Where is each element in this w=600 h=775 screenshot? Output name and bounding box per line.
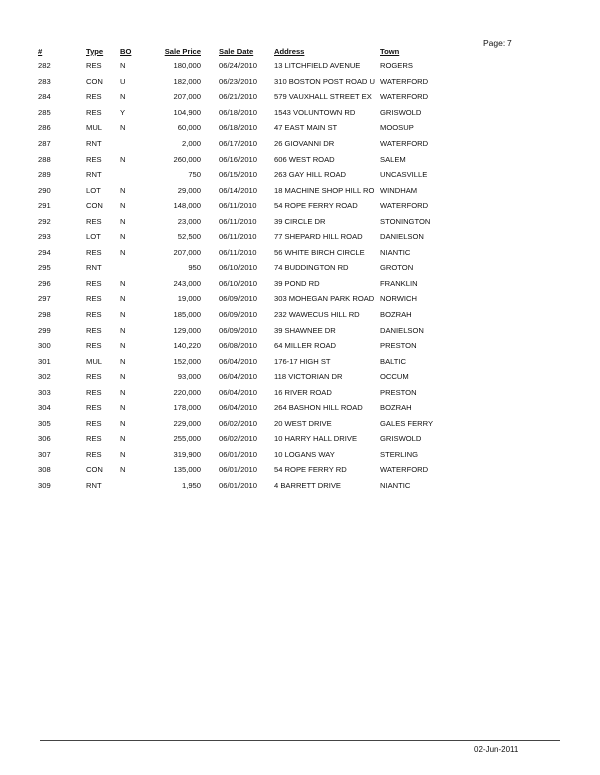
cell-number: 288 [38,154,51,164]
cell-bo: N [120,278,126,288]
cell-address: 579 VAUXHALL STREET EX [274,92,372,102]
cell-spacer [201,198,219,214]
cell-bo: N [120,434,126,444]
cell-type: RES [86,372,102,382]
cell-bo: N [120,325,126,335]
cell-sale-date: 06/21/2010 [219,92,258,102]
table-row [38,136,452,152]
cell-town: BALTIC [380,356,407,366]
cell-address: 18 MACHINE SHOP HILL RO [274,185,375,195]
cell-bo: Y [120,107,126,117]
column-header-bo: BO [120,46,132,56]
cell-sale-price: 104,900 [173,107,201,117]
table-row [38,384,452,400]
cell-town: GRISWOLD [380,107,422,117]
cell-bo: N [120,92,126,102]
cell-address: 26 GIOVANNI DR [274,139,335,148]
table-row [38,478,452,494]
cell-spacer [201,105,219,121]
table-row [38,276,452,292]
cell-address: 16 RIVER ROAD [274,387,332,397]
cell-number: 290 [38,185,51,195]
cell-spacer [201,384,219,400]
cell-spacer [201,260,219,276]
cell-address: 54 ROPE FERRY RD [274,465,347,475]
cell-sale-date: 06/24/2010 [219,61,258,71]
cell-town: PRESTON [380,387,417,397]
column-header-address: Address [274,46,305,56]
cell-sale-price: 180,000 [173,61,201,71]
cell-type: RES [86,325,102,335]
cell-number: 292 [38,216,51,226]
table-row [38,229,452,245]
cell-type: RES [86,434,102,444]
cell-sale-date: 06/04/2010 [219,387,258,397]
cell-bo: N [120,372,126,382]
cell-spacer [201,120,219,136]
cell-bo: N [120,387,126,397]
table-row [38,167,452,183]
cell-town: WATERFORD [380,201,429,211]
cell-sale-price: 207,000 [173,247,201,257]
cell-sale-date: 06/11/2010 [219,201,257,211]
cell-sale-price: 29,000 [177,185,201,195]
table-row [38,58,452,74]
cell-sale-price: 207,000 [173,92,201,102]
cell-spacer [201,478,219,494]
cell-number: 296 [38,278,51,288]
cell-town: STONINGTON [380,216,431,226]
cell-address: 13 LITCHFIELD AVENUE [274,61,361,71]
table-row [38,338,452,354]
cell-sale-price: 52,500 [177,232,201,242]
cell-number: 286 [38,123,51,133]
cell-type: RES [86,61,102,71]
cell-address: 56 WHITE BIRCH CIRCLE [274,247,365,257]
cell-town: NIANTIC [380,481,411,491]
cell-number: 297 [38,294,51,304]
cell-spacer [201,369,219,385]
page-label: Page: [483,38,506,48]
table-row [38,400,452,416]
table-row [38,369,452,385]
cell-address: 310 BOSTON POST ROAD U [274,76,375,86]
cell-bo: N [120,341,126,351]
cell-bo: N [120,418,126,428]
cell-sale-price: 23,000 [177,216,201,226]
cell-sale-price: 750 [188,170,201,180]
cell-spacer [201,136,219,152]
cell-bo: U [120,76,126,86]
cell-type: RES [86,107,102,117]
cell-spacer [201,447,219,463]
cell-sale-price: 260,000 [173,154,201,164]
cell-number: 307 [38,449,51,459]
cell-type: RES [86,247,102,257]
cell-sale-date: 06/10/2010 [219,263,258,273]
cell-number: 301 [38,356,51,366]
cell-town: GRISWOLD [380,434,422,444]
cell-sale-date: 06/09/2010 [219,294,258,304]
cell-town: DANIELSON [380,325,424,335]
cell-spacer [201,213,219,229]
cell-spacer [201,431,219,447]
cell-type: CON [86,76,103,86]
cell-bo: N [120,403,126,413]
cell-address: 176-17 HIGH ST [274,356,331,366]
cell-sale-date: 06/11/2010 [219,232,257,242]
cell-type: RES [86,154,102,164]
table-row [38,182,452,198]
cell-type: RES [86,278,102,288]
cell-address: 54 ROPE FERRY ROAD [274,201,358,211]
cell-number: 289 [38,170,51,180]
table-row [38,416,452,432]
cell-town: FRANKLIN [380,278,418,288]
table-row [38,89,452,105]
cell-sale-price: 319,900 [173,449,201,459]
cell-sale-price: 1,950 [181,481,201,491]
cell-address: 39 SHAWNEE DR [274,325,336,335]
table-row [38,447,452,463]
cell-sale-date: 06/10/2010 [219,278,258,288]
cell-spacer [201,151,219,167]
table-row [38,431,452,447]
cell-address: 74 BUDDINGTON RD [274,263,349,273]
cell-town: WATERFORD [380,92,429,102]
cell-address: 10 HARRY HALL DRIVE [274,434,358,444]
cell-address: 606 WEST ROAD [274,154,335,164]
cell-bo: N [120,465,126,475]
cell-sale-price: 148,000 [173,201,201,211]
page-number: 7 [507,38,512,48]
cell-address: 263 GAY HILL ROAD [274,170,347,180]
cell-spacer [201,229,219,245]
column-header-sale-date: Sale Date [219,46,254,56]
cell-town: BOZRAH [380,310,412,320]
cell-type: RES [86,418,102,428]
cell-sale-price: 255,000 [173,434,201,444]
cell-sale-date: 06/04/2010 [219,356,258,366]
cell-sale-price: 140,220 [173,341,201,351]
cell-town: UNCASVILLE [380,170,428,180]
cell-number: 298 [38,310,51,320]
cell-sale-date: 06/09/2010 [219,310,258,320]
cell-number: 282 [38,61,51,71]
cell-number: 285 [38,107,51,117]
cell-bo [120,167,145,183]
cell-sale-date: 06/17/2010 [219,139,258,148]
table-row [38,462,452,478]
cell-number: 287 [38,139,51,148]
cell-sale-date: 06/09/2010 [219,325,258,335]
cell-address: 64 MILLER ROAD [274,341,337,351]
cell-spacer [201,291,219,307]
table-row [38,353,452,369]
cell-type: MUL [86,356,103,366]
cell-bo: N [120,247,126,257]
cell-type: RNT [86,139,102,148]
cell-number: 308 [38,465,51,475]
cell-type: MUL [86,123,103,133]
cell-spacer [201,462,219,478]
cell-address: 10 LOGANS WAY [274,449,335,459]
column-header-number: # [38,46,43,56]
cell-spacer [201,58,219,74]
cell-number: 291 [38,201,51,211]
cell-number: 304 [38,403,51,413]
cell-number: 300 [38,341,51,351]
cell-address: 4 BARRETT DRIVE [274,481,341,491]
cell-sale-price: 229,000 [173,418,201,428]
cell-spacer [201,307,219,323]
cell-type: LOT [86,185,101,195]
cell-address: 118 VICTORIAN DR [274,372,343,382]
table-row [38,120,452,136]
cell-sale-date: 06/01/2010 [219,449,258,459]
table-row [38,291,452,307]
cell-sale-price: 60,000 [177,123,201,133]
cell-town: DANIELSON [380,232,424,242]
cell-sale-price: 93,000 [177,372,201,382]
cell-spacer [201,89,219,105]
cell-address: 39 CIRCLE DR [274,216,326,226]
cell-number: 302 [38,372,51,382]
column-header-town: Town [380,46,400,56]
cell-sale-date: 06/15/2010 [219,170,258,180]
cell-number: 293 [38,232,51,242]
cell-sale-date: 06/18/2010 [219,107,258,117]
cell-number: 283 [38,76,51,86]
cell-number: 306 [38,434,51,444]
table-row [38,213,452,229]
cell-type: RES [86,310,102,320]
cell-spacer [201,276,219,292]
cell-town: PRESTON [380,341,417,351]
cell-sale-price: 185,000 [173,310,201,320]
cell-town: NIANTIC [380,247,411,257]
table-row [38,260,452,276]
cell-number: 295 [38,263,51,273]
cell-town: WATERFORD [380,139,429,148]
cell-address: 303 MOHEGAN PARK ROAD [274,294,375,304]
cell-type: RNT [86,263,102,273]
cell-type: RES [86,387,102,397]
cell-bo: N [120,294,126,304]
cell-bo: N [120,201,126,211]
cell-type: RES [86,216,102,226]
cell-bo: N [120,154,126,164]
cell-spacer [201,338,219,354]
cell-sale-price: 243,000 [173,278,201,288]
cell-type: LOT [86,232,101,242]
footer-divider [40,740,560,741]
cell-sale-date: 06/04/2010 [219,403,258,413]
cell-town: SALEM [380,154,406,164]
cell-sale-price: 19,000 [177,294,201,304]
cell-sale-price: 182,000 [173,76,201,86]
cell-town: WINDHAM [380,185,418,195]
column-header-type: Type [86,46,104,56]
cell-sale-price: 2,000 [181,139,201,148]
cell-bo [120,136,145,152]
cell-number: 299 [38,325,51,335]
cell-sale-price: 129,000 [173,325,201,335]
cell-bo: N [120,216,126,226]
cell-address: 20 WEST DRIVE [274,418,332,428]
cell-type: RNT [86,170,102,180]
cell-address: 232 WAWECUS HILL RD [274,310,360,320]
table-row [38,151,452,167]
cell-number: 309 [38,481,51,491]
footer-date: 02-Jun-2011 [474,745,519,754]
cell-sale-price: 220,000 [173,387,201,397]
cell-type: RES [86,92,102,102]
cell-town: GALES FERRY [380,418,434,428]
cell-bo: N [120,449,126,459]
table-row [38,307,452,323]
cell-sale-price: 950 [188,263,201,273]
cell-address: 39 POND RD [274,278,320,288]
cell-spacer [201,400,219,416]
column-header-sale-price: Sale Price [164,46,201,56]
cell-number: 305 [38,418,51,428]
cell-bo: N [120,123,126,133]
cell-town: GROTON [380,263,414,273]
cell-address: 264 BASHON HILL ROAD [274,403,363,413]
cell-type: RES [86,294,102,304]
cell-sale-price: 178,000 [173,403,201,413]
cell-town: WATERFORD [380,465,429,475]
cell-number: 284 [38,92,51,102]
cell-spacer [201,353,219,369]
sales-table [38,44,452,493]
cell-bo: N [120,310,126,320]
cell-spacer [201,182,219,198]
cell-spacer [201,167,219,183]
cell-bo: N [120,232,126,242]
cell-bo: N [120,61,126,71]
table-row [38,74,452,90]
table-row [38,105,452,121]
cell-address: 1543 VOLUNTOWN RD [274,107,356,117]
table-row [38,198,452,214]
cell-sale-date: 06/02/2010 [219,434,258,444]
cell-bo [120,260,145,276]
cell-type: RES [86,341,102,351]
table-header-row [38,44,452,58]
cell-sale-price: 152,000 [173,356,201,366]
cell-sale-date: 06/14/2010 [219,185,258,195]
column-spacer [201,44,219,58]
cell-spacer [201,416,219,432]
cell-number: 303 [38,387,51,397]
cell-sale-date: 06/01/2010 [219,481,258,491]
cell-bo: N [120,185,126,195]
cell-sale-date: 06/02/2010 [219,418,258,428]
cell-address: 47 EAST MAIN ST [274,123,338,133]
cell-sale-date: 06/16/2010 [219,154,258,164]
cell-town: MOOSUP [380,123,414,133]
cell-type: CON [86,465,103,475]
cell-bo: N [120,356,126,366]
cell-spacer [201,245,219,261]
cell-sale-date: 06/11/2010 [219,216,257,226]
cell-sale-price: 135,000 [173,465,201,475]
cell-spacer [201,74,219,90]
cell-type: CON [86,201,103,211]
cell-sale-date: 06/04/2010 [219,372,258,382]
cell-bo [120,478,145,494]
cell-sale-date: 06/18/2010 [219,123,258,133]
cell-sale-date: 06/11/2010 [219,247,257,257]
table-row [38,322,452,338]
table-row [38,245,452,261]
cell-type: RES [86,449,102,459]
cell-town: BOZRAH [380,403,412,413]
cell-sale-date: 06/01/2010 [219,465,258,475]
cell-number: 294 [38,247,51,257]
cell-town: STERLING [380,449,418,459]
cell-town: OCCUM [380,372,409,382]
cell-town: ROGERS [380,61,413,71]
cell-type: RES [86,403,102,413]
cell-town: NORWICH [380,294,417,304]
cell-sale-date: 06/08/2010 [219,341,258,351]
cell-type: RNT [86,481,102,491]
cell-sale-date: 06/23/2010 [219,76,258,86]
cell-town: WATERFORD [380,76,429,86]
cell-address: 77 SHEPARD HILL ROAD [274,232,363,242]
cell-spacer [201,322,219,338]
